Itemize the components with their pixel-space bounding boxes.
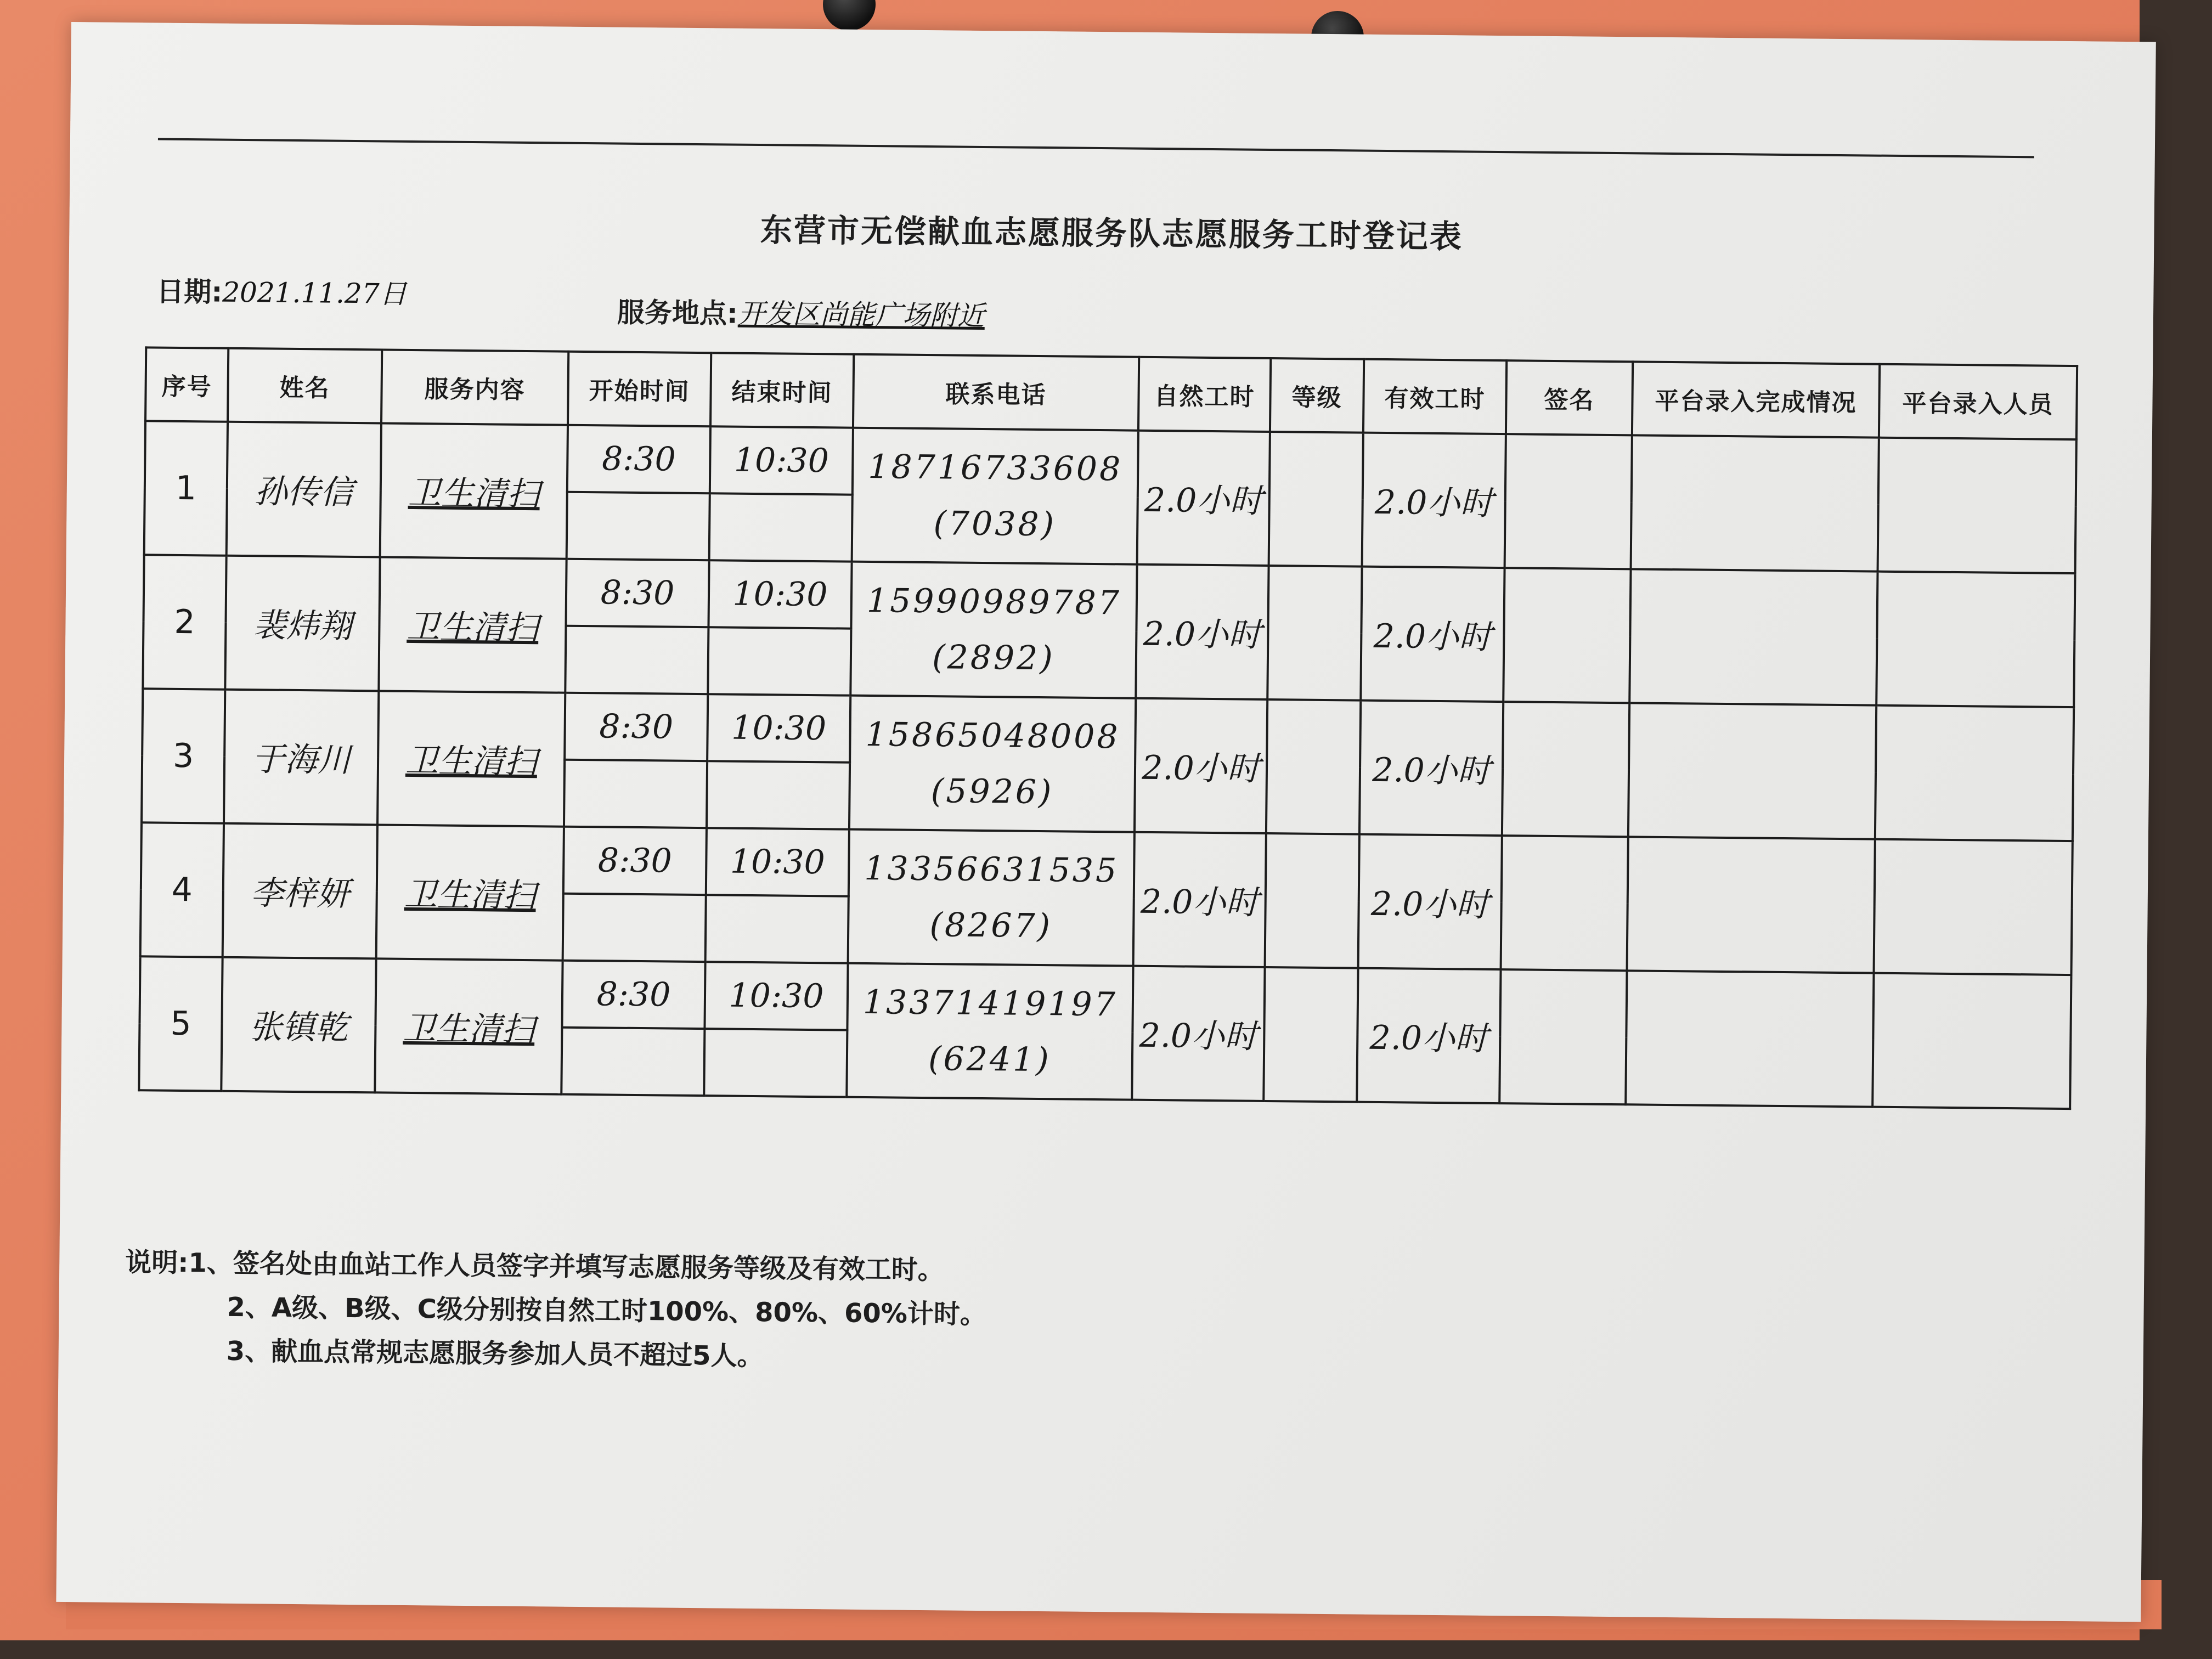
platform-status-cell xyxy=(1626,970,1874,1107)
col-header: 等级 xyxy=(1270,358,1364,433)
instructions xyxy=(124,1240,987,1380)
hours-table xyxy=(138,346,2078,1110)
content-cell: 卫生清扫 xyxy=(380,423,568,558)
signature-cell xyxy=(1503,568,1630,703)
location-field xyxy=(617,291,985,334)
content-cell: 卫生清扫 xyxy=(379,557,566,692)
phone-code: (6241) xyxy=(928,1040,1052,1080)
name-cell: 裴炜翔 xyxy=(225,556,380,691)
effective-hours-cell: 2.0小时 xyxy=(1358,834,1502,969)
instruction-line: 3、献血点常规志愿服务参加人员不超过5人。 xyxy=(226,1335,764,1372)
phone-number: 15990989787 xyxy=(866,581,1122,623)
end-time-cell: 10:30 xyxy=(704,962,848,1030)
start-time-cell: 8:30 xyxy=(565,693,708,761)
signature-cell xyxy=(1501,836,1628,970)
col-header: 平台录入人员 xyxy=(1879,364,2077,439)
col-header: 自然工时 xyxy=(1138,357,1271,432)
instruction-item: 1、签名处由血站工作人员签字并填写志愿服务等级及有效工时。 xyxy=(188,1248,945,1286)
end-time-cell: 10:30 xyxy=(710,426,853,494)
col-header: 服务内容 xyxy=(381,349,568,425)
instruction-line xyxy=(125,1240,987,1293)
natural-hours-cell: 2.0小时 xyxy=(1135,698,1267,833)
natural-hours-cell: 2.0小时 xyxy=(1132,966,1265,1101)
platform-status-cell xyxy=(1631,435,1879,571)
col-header: 开始时间 xyxy=(568,352,711,426)
signature-cell xyxy=(1502,702,1629,837)
natural-hours-cell: 2.0小时 xyxy=(1133,832,1266,967)
phone-number: 15865048008 xyxy=(865,715,1120,757)
signature-cell xyxy=(1505,434,1632,569)
start-time-cell: 8:30 xyxy=(562,961,705,1029)
content-cell: 卫生清扫 xyxy=(376,825,564,960)
phone-cell xyxy=(852,428,1138,565)
start-time-blank xyxy=(567,492,710,560)
content-cell: 卫生清扫 xyxy=(377,691,565,826)
platform-status-cell xyxy=(1627,837,1875,973)
phone-cell xyxy=(849,696,1136,832)
end-time-blank xyxy=(704,1029,847,1097)
end-time-cell: 10:30 xyxy=(706,828,849,896)
col-header: 签名 xyxy=(1506,360,1633,435)
seq-cell: 3 xyxy=(142,689,225,823)
date-value: 2021.11.27日 xyxy=(222,276,407,310)
phone-number: 13356631535 xyxy=(864,849,1119,890)
top-rule-line xyxy=(158,138,2034,159)
effective-hours-cell: 2.0小时 xyxy=(1362,433,1506,568)
effective-hours-cell: 2.0小时 xyxy=(1357,968,1500,1103)
signature-cell xyxy=(1499,969,1627,1104)
end-time-blank xyxy=(706,895,849,963)
registration-sheet xyxy=(56,22,2155,1622)
col-header: 结束时间 xyxy=(710,353,854,427)
content-cell: 卫生清扫 xyxy=(375,958,562,1094)
col-header: 姓名 xyxy=(228,348,382,424)
name-cell: 李梓妍 xyxy=(223,823,377,959)
start-time-blank xyxy=(564,760,707,828)
phone-cell xyxy=(847,963,1133,1100)
start-time-blank xyxy=(563,894,706,962)
start-time-cell: 8:30 xyxy=(567,425,710,493)
name-cell: 张镇乾 xyxy=(221,957,376,1093)
phone-code: (5926) xyxy=(930,772,1054,812)
date-label: 日期: xyxy=(156,275,223,308)
phone-number: 18716733608 xyxy=(867,447,1123,489)
sheet-title: 东营市无偿献血志愿服务队志愿服务工时登记表 xyxy=(760,211,1464,256)
start-time-cell: 8:30 xyxy=(566,559,709,627)
phone-number: 13371419197 xyxy=(862,983,1118,1024)
start-time-blank xyxy=(561,1028,704,1096)
instruction-line: 2、A级、B级、C级分别按自然工时100%、80%、60%计时。 xyxy=(227,1291,987,1330)
end-time-blank xyxy=(708,627,851,695)
phone-code: (2892) xyxy=(932,638,1056,678)
platform-status-cell xyxy=(1629,569,1877,705)
end-time-cell: 10:30 xyxy=(708,560,851,628)
platform-staff-cell xyxy=(1878,438,2076,573)
location-value: 开发区尚能广场附近 xyxy=(737,297,985,332)
platform-staff-cell xyxy=(1874,839,2073,975)
grade-cell xyxy=(1269,432,1363,567)
grade-cell xyxy=(1266,699,1361,834)
grade-cell xyxy=(1265,833,1359,968)
col-header: 序号 xyxy=(145,347,228,421)
effective-hours-cell: 2.0小时 xyxy=(1359,701,1503,836)
location-label: 服务地点: xyxy=(617,296,738,330)
name-cell: 孙传信 xyxy=(227,422,381,557)
col-header: 平台录入完成情况 xyxy=(1632,362,1880,437)
start-time-cell: 8:30 xyxy=(563,827,707,895)
phone-cell xyxy=(848,830,1135,966)
phone-code: (8267) xyxy=(929,906,1053,946)
platform-status-cell xyxy=(1628,703,1876,839)
end-time-blank xyxy=(707,761,850,829)
platform-staff-cell xyxy=(1875,706,2074,841)
end-time-blank xyxy=(709,493,853,561)
col-header: 联系电话 xyxy=(853,354,1139,431)
platform-staff-cell xyxy=(1876,572,2075,707)
start-time-blank xyxy=(565,626,708,694)
natural-hours-cell: 2.0小时 xyxy=(1137,431,1270,566)
grade-cell xyxy=(1263,967,1358,1102)
col-header: 有效工时 xyxy=(1363,359,1506,434)
seq-cell: 1 xyxy=(144,421,228,555)
phone-code: (7038) xyxy=(933,504,1057,544)
seq-cell: 2 xyxy=(143,555,226,689)
date-field xyxy=(156,270,407,312)
seq-cell: 5 xyxy=(139,956,222,1091)
name-cell: 于海川 xyxy=(224,690,379,825)
grade-cell xyxy=(1267,566,1362,701)
instructions-label: 说明: xyxy=(125,1247,189,1279)
effective-hours-cell: 2.0小时 xyxy=(1361,567,1504,702)
natural-hours-cell: 2.0小时 xyxy=(1136,565,1268,699)
seq-cell: 4 xyxy=(140,822,224,957)
end-time-cell: 10:30 xyxy=(707,694,850,762)
phone-cell xyxy=(850,562,1137,698)
platform-staff-cell xyxy=(1872,973,2071,1109)
